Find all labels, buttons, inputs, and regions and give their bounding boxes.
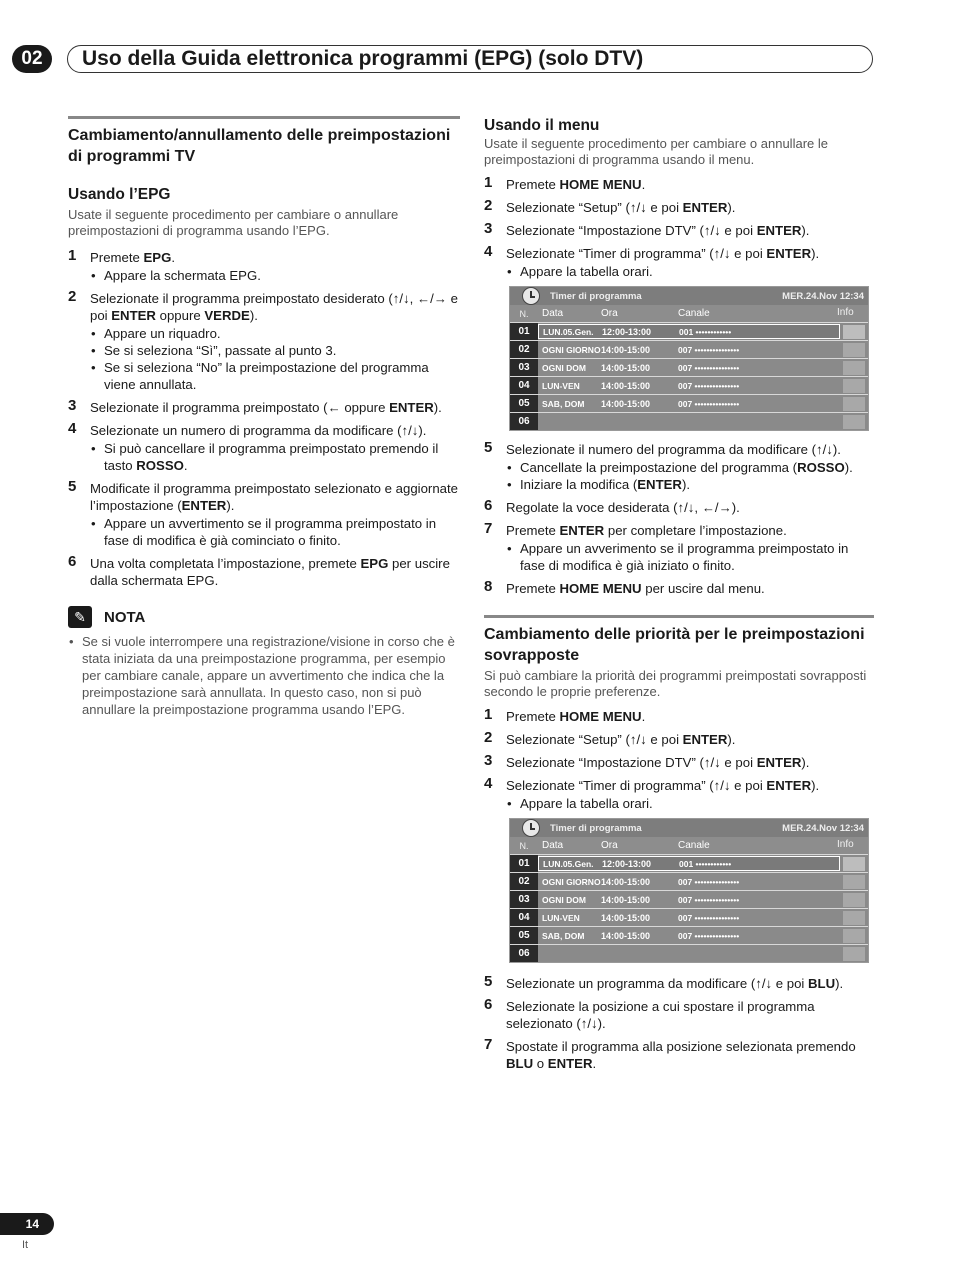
row-content xyxy=(538,877,843,887)
row-canale: 007 ••••••••••••••• xyxy=(678,930,740,941)
table-row[interactable] xyxy=(510,890,868,908)
step-text: per uscire dalla schermata EPG. xyxy=(90,556,450,588)
row-data: SAB, DOM xyxy=(542,930,585,941)
row-data: OGNI GIORNO xyxy=(542,344,601,355)
step-number: 4 xyxy=(68,420,77,437)
row-ora: 12:00-13:00 xyxy=(602,858,652,869)
step-number: 1 xyxy=(484,706,493,723)
step-text: o xyxy=(533,1056,548,1071)
row-ora: 14:00-15:00 xyxy=(601,398,651,409)
step-key: ENTER xyxy=(756,755,802,770)
step-text: Selezionate il numero del programma da modificare (↑/↓). xyxy=(506,442,841,457)
bullet-list xyxy=(506,540,874,574)
step-text: Selezionate il programma preimpostato (← oppure xyxy=(90,400,390,415)
table-row[interactable] xyxy=(510,358,868,376)
step-key: EPG xyxy=(360,556,389,571)
step xyxy=(484,176,874,193)
row-ora: 12:00-13:00 xyxy=(602,326,652,337)
bullet-item: • Appare un avverimento se il programma preimpostato in fase di modifica è già iniziato o finito. xyxy=(506,540,874,574)
table-row[interactable] xyxy=(510,926,868,944)
step-key: VERDE xyxy=(204,308,250,323)
col-info: Info xyxy=(837,306,854,318)
step-key: HOME MENU xyxy=(559,177,642,192)
row-number: 06 xyxy=(510,413,538,430)
step-text: ). xyxy=(433,400,442,415)
note-label: NOTA xyxy=(104,608,146,626)
table-row[interactable] xyxy=(510,908,868,926)
step-text: . xyxy=(592,1056,597,1071)
row-canale: 007 ••••••••••••••• xyxy=(678,912,740,923)
section-rule xyxy=(484,615,874,618)
step xyxy=(484,975,874,992)
row-number: 01 xyxy=(510,855,538,872)
step xyxy=(484,580,874,597)
step-text: Selezionate un numero di programma da modificare (↑/↓). xyxy=(90,423,427,438)
timer-table-header xyxy=(510,287,868,305)
bullet-item: • Appare la tabella orari. xyxy=(506,263,874,280)
step xyxy=(484,522,874,574)
bullet-list xyxy=(90,440,460,474)
step-number: 6 xyxy=(68,553,77,570)
row-info xyxy=(843,343,865,357)
row-data: SAB, DOM xyxy=(542,398,585,409)
bullet-text: . xyxy=(183,458,188,473)
bullet-text: ). xyxy=(844,460,853,475)
step xyxy=(68,290,460,393)
section-title: Cambiamento delle priorità per le preimpostazioni sovrapposte xyxy=(484,626,865,664)
step-text: Premete xyxy=(506,523,560,538)
bullet-key: ENTER xyxy=(637,477,682,492)
row-info xyxy=(843,875,865,889)
table-row[interactable] xyxy=(510,322,868,340)
timer-table-header xyxy=(510,819,868,837)
bullet-text: Cancellate la preimpostazione del programma ( xyxy=(520,460,798,475)
intro-text: Usate il seguente procedimento per cambiare o annullare le preimpostazioni di programma usando il menu. xyxy=(484,136,828,167)
row-data: OGNI DOM xyxy=(542,362,586,373)
row-info xyxy=(843,397,865,411)
step-key: EPG xyxy=(143,250,172,265)
col-n: N. xyxy=(519,308,529,319)
step xyxy=(484,708,874,725)
step xyxy=(484,222,874,239)
row-content xyxy=(538,381,843,391)
step-key: ENTER xyxy=(756,223,802,238)
step-text: Selezionate “Setup” (↑/↓ e poi xyxy=(506,200,683,215)
step-number: 4 xyxy=(484,243,493,260)
bullet-list xyxy=(506,795,874,812)
col-canale: Canale xyxy=(678,840,710,851)
row-content xyxy=(538,931,843,941)
timer-table-columns xyxy=(510,305,868,322)
step-list xyxy=(484,708,874,812)
step-text: . xyxy=(641,177,646,192)
table-row[interactable] xyxy=(510,394,868,412)
bullet-list xyxy=(506,459,874,493)
row-data: OGNI GIORNO xyxy=(542,876,601,887)
row-ora: 14:00-15:00 xyxy=(601,380,651,391)
row-canale: 007 ••••••••••••••• xyxy=(678,344,740,355)
step-number: 8 xyxy=(484,578,493,595)
step-key: ENTER xyxy=(111,308,156,323)
bullet-list xyxy=(90,325,460,393)
step xyxy=(484,754,874,771)
row-canale: 007 ••••••••••••••• xyxy=(678,362,740,373)
step-text: ). xyxy=(835,976,844,991)
chapter-title: Uso della Guida elettronica programmi (EPG) (solo DTV) xyxy=(67,45,873,73)
row-info xyxy=(843,857,865,871)
row-ora: 14:00-15:00 xyxy=(601,876,651,887)
step-text: oppure xyxy=(155,308,205,323)
note-text: • Se si vuole interrompere una registrazione/visione in corso che è stata iniziata da una preimpostazione programma, per esempio per cambiare canale, appare un avvertimento che indica che la preimpostazione sarà annullata. In questo caso, non si può annullare la preimpostazione programma usando l’EPG. xyxy=(68,633,460,718)
row-number: 05 xyxy=(510,395,538,412)
step-list xyxy=(484,176,874,280)
row-number: 03 xyxy=(510,891,538,908)
row-content xyxy=(538,345,843,355)
step-text: Selezionate il programma preimpostato desiderato (↑/↓, ←/→ e poi xyxy=(90,291,458,323)
step-text: Selezionate “Setup” (↑/↓ e poi xyxy=(506,732,683,747)
row-ora: 14:00-15:00 xyxy=(601,912,651,923)
row-info xyxy=(843,325,865,339)
row-info xyxy=(843,947,865,961)
row-data: LUN.05.Gen. xyxy=(543,326,594,337)
row-canale: 001 •••••••••••• xyxy=(679,326,732,337)
step-text: Selezionate “Impostazione DTV” (↑/↓ e poi xyxy=(506,755,757,770)
row-number: 03 xyxy=(510,359,538,376)
step-number: 7 xyxy=(484,1036,493,1053)
bullet-item: • Se si seleziona “No” la preimpostazione del programma viene annullata. xyxy=(90,359,460,393)
bullet-key: ROSSO xyxy=(797,460,845,475)
row-number: 04 xyxy=(510,909,538,926)
bullet-key: ROSSO xyxy=(136,458,184,473)
intro-text: Usate il seguente procedimento per cambiare o annullare preimpostazioni di programma usando l’EPG. xyxy=(68,207,399,238)
step-text: Premete xyxy=(506,709,560,724)
timer-table-date: MER.24.Nov 12:34 xyxy=(782,290,864,302)
step xyxy=(484,731,874,748)
row-data: LUN.05.Gen. xyxy=(543,858,594,869)
row-number: 04 xyxy=(510,377,538,394)
step-text: Premete xyxy=(506,581,560,596)
step-key: ENTER xyxy=(682,732,728,747)
bullet-text: ). xyxy=(681,477,691,492)
step xyxy=(68,480,460,549)
chapter-badge: 02 xyxy=(12,45,52,73)
step-text: Premete xyxy=(506,177,560,192)
row-ora: 14:00-15:00 xyxy=(601,362,651,373)
subsection-title: Usando il menu xyxy=(484,117,600,134)
step xyxy=(484,777,874,812)
step-text: Selezionate “Timer di programma” (↑/↓ e poi xyxy=(506,778,767,793)
subsection-title: Usando l’EPG xyxy=(68,186,171,203)
timer-table-title: Timer di programma xyxy=(550,290,642,302)
step-text: ). xyxy=(727,200,736,215)
row-content xyxy=(538,913,843,923)
timer-table-date: MER.24.Nov 12:34 xyxy=(782,822,864,834)
col-n: N. xyxy=(519,840,529,851)
intro-text: Si può cambiare la priorità dei programmi preimpostati sovrapposti secondo le proprie preferenze. xyxy=(484,668,867,699)
step-text: ). xyxy=(226,498,235,513)
table-row[interactable] xyxy=(510,340,868,358)
clock-icon xyxy=(522,287,540,305)
row-number: 02 xyxy=(510,341,538,358)
row-data: LUN-VEN xyxy=(542,912,580,923)
section-rule xyxy=(68,116,460,119)
step-list xyxy=(484,975,874,1072)
step-number: 2 xyxy=(68,288,77,305)
step-text: Modificate il programma preimpostato selezionato e aggiornate l’impostazione ( xyxy=(90,481,458,513)
step-text: per completare l’impostazione. xyxy=(604,523,787,538)
bullet-list xyxy=(90,515,460,549)
row-data: LUN-VEN xyxy=(542,380,580,391)
step-key: ENTER xyxy=(547,1056,593,1071)
note-header xyxy=(68,605,460,629)
step-text: . xyxy=(641,709,646,724)
row-number: 05 xyxy=(510,927,538,944)
row-canale: 007 ••••••••••••••• xyxy=(678,876,740,887)
step-number: 1 xyxy=(68,247,77,264)
step-key: ENTER xyxy=(682,200,728,215)
step-key: ENTER xyxy=(766,778,812,793)
step-list xyxy=(68,249,460,589)
row-info xyxy=(843,415,865,429)
step-text: Regolate la voce desiderata (↑/↓, ←/→). xyxy=(506,500,740,515)
step-text: per uscire dal menu. xyxy=(641,581,765,596)
row-canale: 007 ••••••••••••••• xyxy=(678,398,740,409)
step-key: ENTER xyxy=(766,246,812,261)
step-number: 3 xyxy=(68,397,77,414)
step-number: 5 xyxy=(484,973,493,990)
bullet-item: • Appare un avvertimento se il programma preimpostato in fase di modifica è già cominciato o finito. xyxy=(90,515,460,549)
table-row[interactable] xyxy=(510,854,868,872)
row-ora: 14:00-15:00 xyxy=(601,930,651,941)
step-text: . xyxy=(171,250,176,265)
bullet-list xyxy=(90,267,460,284)
row-canale: 007 ••••••••••••••• xyxy=(678,894,740,905)
row-number: 01 xyxy=(510,323,538,340)
step-key: ENTER xyxy=(559,523,605,538)
step-number: 2 xyxy=(484,729,493,746)
step-number: 5 xyxy=(68,478,77,495)
step xyxy=(484,1038,874,1072)
selection-box xyxy=(538,856,840,871)
step-number: 4 xyxy=(484,775,493,792)
step-text: ). xyxy=(801,223,810,238)
page-number: 14 xyxy=(0,1213,54,1235)
row-info xyxy=(843,893,865,907)
bullet-item xyxy=(506,476,874,493)
step-text: Selezionate “Timer di programma” (↑/↓ e poi xyxy=(506,246,767,261)
step-text: Selezionate “Impostazione DTV” (↑/↓ e poi xyxy=(506,223,757,238)
step xyxy=(68,555,460,589)
row-ora: 14:00-15:00 xyxy=(601,344,651,355)
step-number: 6 xyxy=(484,497,493,514)
col-data: Data xyxy=(542,308,564,319)
bullet-text: Si può cancellare il programma preimpostato premendo il tasto xyxy=(104,441,439,473)
step xyxy=(484,441,874,493)
step-number: 3 xyxy=(484,752,493,769)
row-number: 06 xyxy=(510,945,538,962)
bullet-item xyxy=(90,440,460,474)
step-text: ). xyxy=(249,308,258,323)
row-canale: 007 ••••••••••••••• xyxy=(678,380,740,391)
step-text: ). xyxy=(801,755,810,770)
step-key: HOME MENU xyxy=(559,709,642,724)
selection-box xyxy=(538,324,840,339)
bullet-item: • Appare un riquadro. xyxy=(90,325,460,342)
step xyxy=(484,998,874,1032)
col-ora: Ora xyxy=(601,840,618,851)
section-title: Cambiamento/annullamento delle preimpostazioni di programmi TV xyxy=(68,127,451,165)
language-code: It xyxy=(22,1239,29,1251)
step-number: 5 xyxy=(484,439,493,456)
row-content xyxy=(538,399,843,409)
step-text: ). xyxy=(811,246,820,261)
step xyxy=(68,399,460,416)
bullet-list xyxy=(506,263,874,280)
timer-table xyxy=(509,286,869,431)
col-ora: Ora xyxy=(601,308,618,319)
step-text: Una volta completata l’impostazione, premete xyxy=(90,556,361,571)
table-row[interactable] xyxy=(510,376,868,394)
col-canale: Canale xyxy=(678,308,710,319)
pencil-icon: ✎ xyxy=(68,606,92,628)
step-number: 3 xyxy=(484,220,493,237)
left-column xyxy=(68,116,460,718)
timer-table xyxy=(509,818,869,963)
step-key: BLU xyxy=(506,1056,534,1071)
table-row[interactable] xyxy=(510,412,868,430)
step-number: 1 xyxy=(484,174,493,191)
step xyxy=(484,499,874,516)
row-content xyxy=(538,363,843,373)
row-info xyxy=(843,911,865,925)
row-info xyxy=(843,361,865,375)
col-data: Data xyxy=(542,840,564,851)
timer-table-title: Timer di programma xyxy=(550,822,642,834)
row-data: OGNI DOM xyxy=(542,894,586,905)
row-info xyxy=(843,929,865,943)
step-key: BLU xyxy=(808,976,836,991)
bullet-text: Iniziare la modifica ( xyxy=(520,477,638,492)
table-row[interactable] xyxy=(510,872,868,890)
row-info xyxy=(843,379,865,393)
right-column xyxy=(484,116,874,1078)
step-text: Spostate il programma alla posizione selezionata premendo xyxy=(506,1039,856,1054)
step-key: ENTER xyxy=(181,498,227,513)
step-text: ). xyxy=(811,778,820,793)
step-list xyxy=(484,441,874,597)
step-text: Premete xyxy=(90,250,144,265)
step-number: 2 xyxy=(484,197,493,214)
step xyxy=(68,249,460,284)
step xyxy=(484,199,874,216)
step-text: ). xyxy=(727,732,736,747)
step-key: ENTER xyxy=(389,400,434,415)
bullet-item: • Appare la tabella orari. xyxy=(506,795,874,812)
row-canale: 001 •••••••••••• xyxy=(679,858,732,869)
step-key: HOME MENU xyxy=(559,581,642,596)
row-content xyxy=(538,895,843,905)
step-text: Selezionate la posizione a cui spostare il programma selezionato (↑/↓). xyxy=(506,999,815,1031)
bullet-item: • Appare la schermata EPG. xyxy=(90,267,460,284)
bullet-item: • Se si seleziona “Sì”, passate al punto 3. xyxy=(90,342,460,359)
step-number: 6 xyxy=(484,996,493,1013)
step-text: Selezionate un programma da modificare (↑/↓ e poi xyxy=(506,976,808,991)
clock-icon xyxy=(522,819,540,837)
bullet-item xyxy=(506,459,874,476)
row-ora: 14:00-15:00 xyxy=(601,894,651,905)
step xyxy=(68,422,460,474)
step xyxy=(484,245,874,280)
row-number: 02 xyxy=(510,873,538,890)
table-row[interactable] xyxy=(510,944,868,962)
timer-table-columns xyxy=(510,837,868,854)
step-number: 7 xyxy=(484,520,493,537)
col-info: Info xyxy=(837,838,854,850)
